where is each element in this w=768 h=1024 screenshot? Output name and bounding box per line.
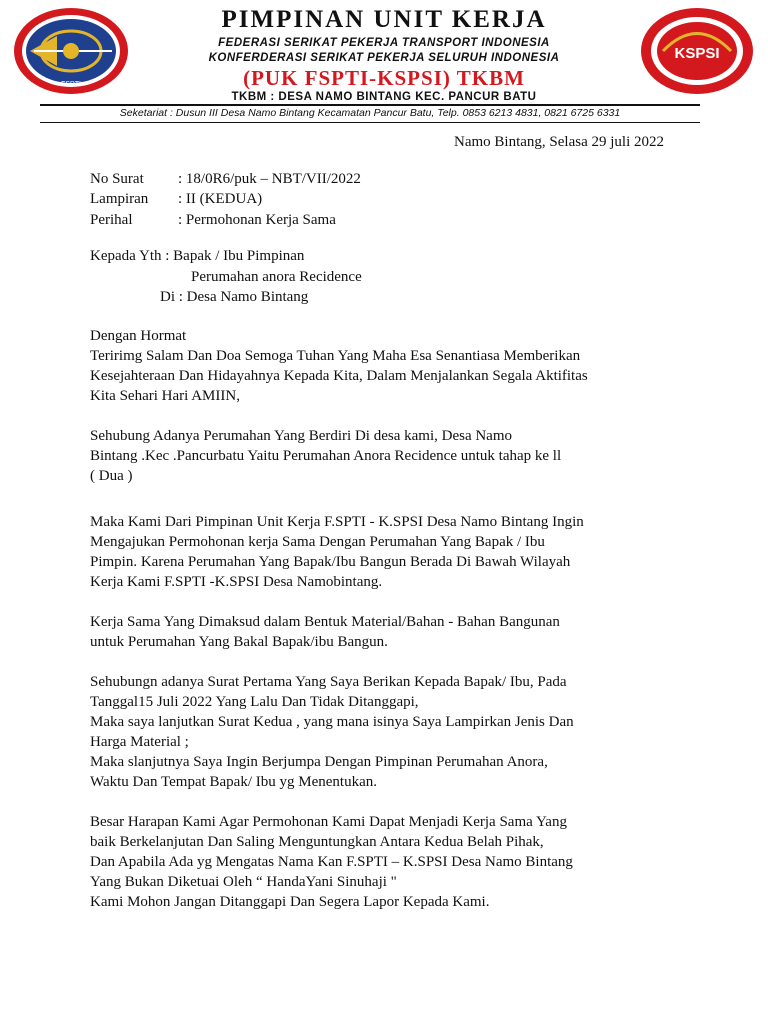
body-line: Kesejahteraan Dan Hidayahnya Kepada Kita, Dalam Menjalankan Segala Aktifitas (90, 368, 588, 384)
letterhead-confederation: KONFERDERASI SERIKAT PEKERJA SELURUH INDONESIA (208, 52, 560, 64)
attachment-row (90, 191, 262, 208)
letter-number-label: No Surat (90, 171, 144, 187)
letterhead-unit: (PUK FSPTI-KSPSI) TKBM (243, 66, 525, 90)
body-line: Maka saya lanjutkan Surat Kedua , yang mana isinya Saya Lampirkan Jenis Dan (90, 714, 574, 730)
recipient-line-2: Perumahan anora Recidence (191, 269, 362, 285)
attachment-label: Lampiran (90, 191, 149, 207)
subject-value: : Permohonan Kerja Sama (178, 212, 336, 228)
paragraph-request (90, 512, 700, 592)
body-line: Dengan Hormat (90, 328, 187, 344)
letterhead-rule-top (40, 104, 700, 106)
body-line: Yang Bukan Diketuai Oleh “ HandaYani Sinuhaji " (90, 874, 397, 890)
body-line: Maka Kami Dari Pimpinan Unit Kerja F.SPTI - K.SPSI Desa Namo Bintang Ingin (90, 514, 584, 530)
body-line: Kerja Sama Yang Dimaksud dalam Bentuk Material/Bahan - Bahan Bangunan (90, 614, 560, 630)
body-line: Sehubungn adanya Surat Pertama Yang Saya Berikan Kepada Bapak/ Ibu, Pada (90, 674, 567, 690)
letterhead-secretariat: Seketariat : Dusun III Desa Namo Bintang Kecamatan Pancur Batu, Telp. 0853 6213 4831, 0821 6725 6331 (119, 107, 621, 119)
attachment-value: : II (KEDUA) (178, 191, 263, 207)
letterhead-rule-bottom (40, 122, 700, 123)
body-line: untuk Perumahan Yang Bakal Bapak/ibu Bangun. (90, 634, 388, 650)
body-line: Tanggal15 Juli 2022 Yang Lalu Dan Tidak Ditanggapi, (90, 694, 419, 710)
body-line: ( Dua ) (90, 468, 133, 484)
body-line: Kerja Kami F.SPTI -K.SPSI Desa Namobintang. (90, 574, 383, 590)
body-line: Dan Apabila Ada yg Mengatas Nama Kan F.SPTI – K.SPSI Desa Namo Bintang (90, 854, 573, 870)
body-line: Mengajukan Permohonan kerja Sama Dengan Perumahan Yang Bapak / Ibu (90, 534, 545, 550)
body-line: Maka slanjutnya Saya Ingin Berjumpa Dengan Pimpinan Perumahan Anora, (90, 754, 548, 770)
body-line: Besar Harapan Kami Agar Permohonan Kami Dapat Menjadi Kerja Sama Yang (90, 814, 567, 830)
letterhead-title: PIMPINAN UNIT KERJA (221, 6, 547, 33)
paragraph-followup (90, 672, 700, 792)
letterhead-location: TKBM : DESA NAMO BINTANG KEC. PANCUR BATU (231, 91, 537, 103)
kspsi-logo-text: KSPSI (674, 45, 720, 62)
subject-row (90, 212, 336, 229)
paragraph-closing (90, 812, 700, 912)
paragraph-housing (90, 426, 700, 486)
recipient-line-3: Di : Desa Namo Bintang (160, 289, 309, 305)
body-line: Kami Mohon Jangan Ditanggapi Dan Segera Lapor Kepada Kami. (90, 894, 490, 910)
body-line: baik Berkelanjutan Dan Saling Menguntungkan Antara Kedua Belah Pihak, (90, 834, 544, 850)
subject-label: Perihal (90, 212, 133, 228)
paragraph-greeting (90, 326, 700, 406)
paragraph-material (90, 612, 700, 652)
recipient-line-1: Kepada Yth : Bapak / Ibu Pimpinan (90, 248, 305, 264)
letterhead-federation: FEDERASI SERIKAT PEKERJA TRANSPORT INDONESIA (218, 37, 550, 49)
letter-number-row (90, 171, 361, 188)
letter-body (90, 326, 700, 912)
fspti-logo-text: FSPTI (61, 81, 81, 88)
letter-number-value: : 18/0R6/puk – NBT/VII/2022 (178, 171, 361, 187)
body-line: Kita Sehari Hari AMIIN, (90, 388, 240, 404)
body-line: Harga Material ; (90, 734, 189, 750)
kspsi-logo (638, 6, 756, 96)
body-line: Pimpin. Karena Perumahan Yang Bapak/Ibu Bangun Berada Di Bawah Wilayah (90, 554, 571, 570)
body-line: Bintang .Kec .Pancurbatu Yaitu Perumahan Anora Recidence untuk tahap ke ll (90, 448, 562, 464)
body-line: Waktu Dan Tempat Bapak/ Ibu yg Menentukan. (90, 774, 377, 790)
letterhead (0, 0, 768, 125)
letter-date: Namo Bintang, Selasa 29 juli 2022 (454, 134, 664, 150)
fspti-logo (12, 6, 130, 96)
body-line: Sehubung Adanya Perumahan Yang Berdiri Di desa kami, Desa Namo (90, 428, 513, 444)
body-line: Teririmg Salam Dan Doa Semoga Tuhan Yang Maha Esa Senantiasa Memberikan (90, 348, 581, 364)
